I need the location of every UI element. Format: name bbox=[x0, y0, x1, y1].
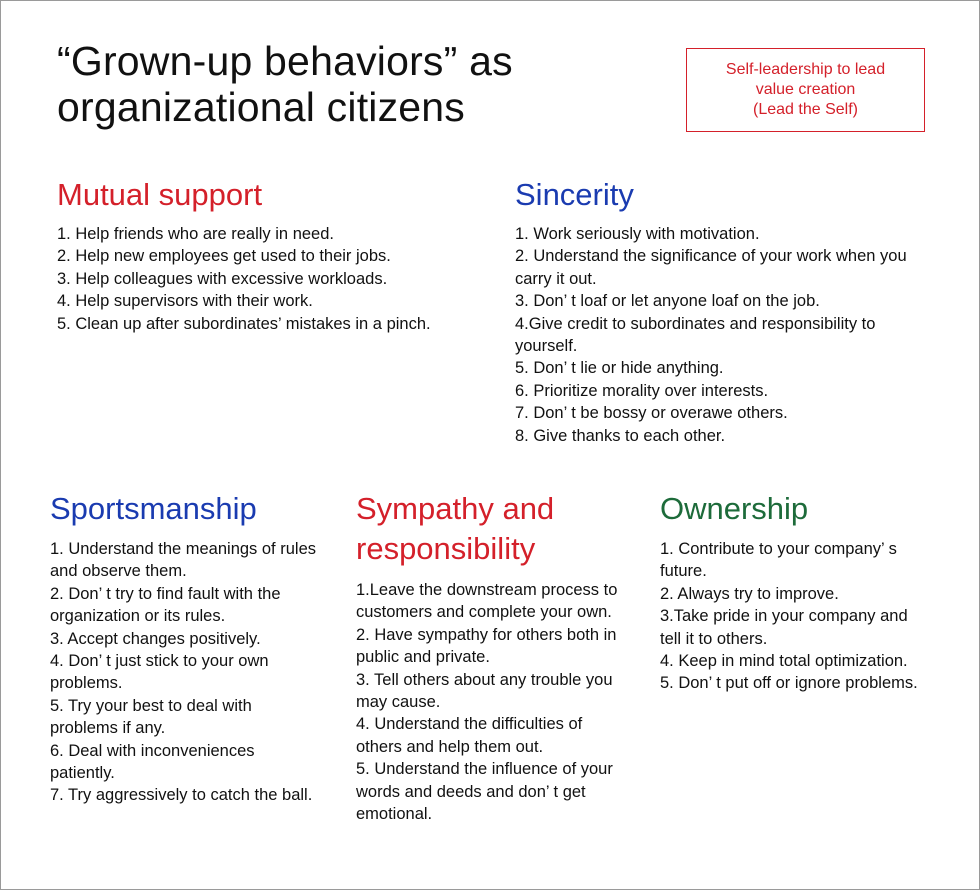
list-item: 2. Have sympathy for others both in public and private. bbox=[356, 625, 617, 667]
list-item: 5. Don’ t lie or hide anything. bbox=[515, 359, 724, 378]
list-item: 5. Try your best to deal with problems if any. bbox=[50, 696, 252, 738]
badge-line-2: value creation bbox=[755, 81, 856, 98]
list-item: 4. Don’ t just stick to your own problems. bbox=[50, 652, 269, 693]
section-heading: Mutual support bbox=[57, 177, 263, 212]
list-item: 2. Help new employees get used to their jobs. bbox=[57, 247, 391, 266]
list-item: 5. Don’ t put off or ignore problems. bbox=[660, 674, 918, 693]
section-heading: Sincerity bbox=[515, 177, 634, 212]
list-item: 1.Leave the downstream process to customers and complete your own. bbox=[356, 581, 618, 622]
behavior-list bbox=[50, 538, 318, 807]
section-sympathy-responsibility bbox=[356, 489, 628, 825]
list-item: 3. Don’ t loaf or let anyone loaf on the job. bbox=[515, 292, 820, 311]
list-item: 7. Try aggressively to catch the ball. bbox=[50, 786, 313, 805]
heading-line-1: Sympathy and bbox=[356, 491, 555, 526]
list-item: 1. Work seriously with motivation. bbox=[515, 225, 760, 243]
self-leadership-badge bbox=[686, 48, 925, 132]
page-title bbox=[57, 38, 513, 130]
behavior-list bbox=[515, 223, 935, 447]
list-item: 5. Understand the influence of your words and deeds and don’ t get emotional. bbox=[356, 760, 613, 824]
list-item: 3. Help colleagues with excessive workloads. bbox=[57, 269, 388, 288]
list-item: 3.Take pride in your company and tell it to others. bbox=[660, 607, 908, 648]
list-item: 3. Tell others about any trouble you may cause. bbox=[356, 670, 613, 712]
behavior-list bbox=[356, 579, 628, 825]
title-line-2: organizational citizens bbox=[57, 84, 465, 130]
list-item: 6. Prioritize morality over interests. bbox=[515, 381, 769, 400]
section-ownership bbox=[660, 489, 920, 695]
list-item: 4. Keep in mind total optimization. bbox=[660, 652, 908, 671]
section-sportsmanship bbox=[50, 489, 318, 807]
list-item: 2. Always try to improve. bbox=[660, 584, 839, 603]
list-item: 4. Help supervisors with their work. bbox=[57, 292, 313, 311]
title-line-1: “Grown-up behaviors” as bbox=[57, 38, 513, 84]
badge-line-1: Self-leadership to lead bbox=[725, 61, 886, 78]
list-item: 5. Clean up after subordinates’ mistakes in a pinch. bbox=[57, 314, 431, 333]
section-heading bbox=[356, 489, 628, 569]
list-item: 1. Understand the meanings of rules and observe them. bbox=[50, 540, 316, 581]
list-item: 4.Give credit to subordinates and responsibility to yourself. bbox=[515, 314, 876, 356]
list-item: 7. Don’ t be bossy or overawe others. bbox=[515, 404, 788, 423]
behavior-list bbox=[57, 223, 457, 335]
heading-line-2: responsibility bbox=[356, 531, 536, 566]
list-item: 4. Understand the difficulties of others and help them out. bbox=[356, 715, 583, 756]
section-mutual-support bbox=[57, 175, 457, 335]
list-item: 2. Understand the significance of your work when you carry it out. bbox=[515, 247, 907, 288]
badge-line-3: (Lead the Self) bbox=[753, 101, 858, 118]
list-item: 6. Deal with inconveniences patiently. bbox=[50, 741, 255, 783]
list-item: 1. Help friends who are really in need. bbox=[57, 225, 334, 243]
list-item: 8. Give thanks to each other. bbox=[515, 426, 726, 445]
section-sincerity bbox=[515, 175, 935, 447]
section-heading: Ownership bbox=[660, 491, 809, 526]
list-item: 3. Accept changes positively. bbox=[50, 629, 261, 648]
list-item: 1. Contribute to your company’ s future. bbox=[660, 540, 897, 581]
list-item: 2. Don’ t try to find fault with the organization or its rules. bbox=[50, 584, 281, 626]
behavior-list bbox=[660, 538, 920, 695]
section-heading: Sportsmanship bbox=[50, 491, 257, 526]
